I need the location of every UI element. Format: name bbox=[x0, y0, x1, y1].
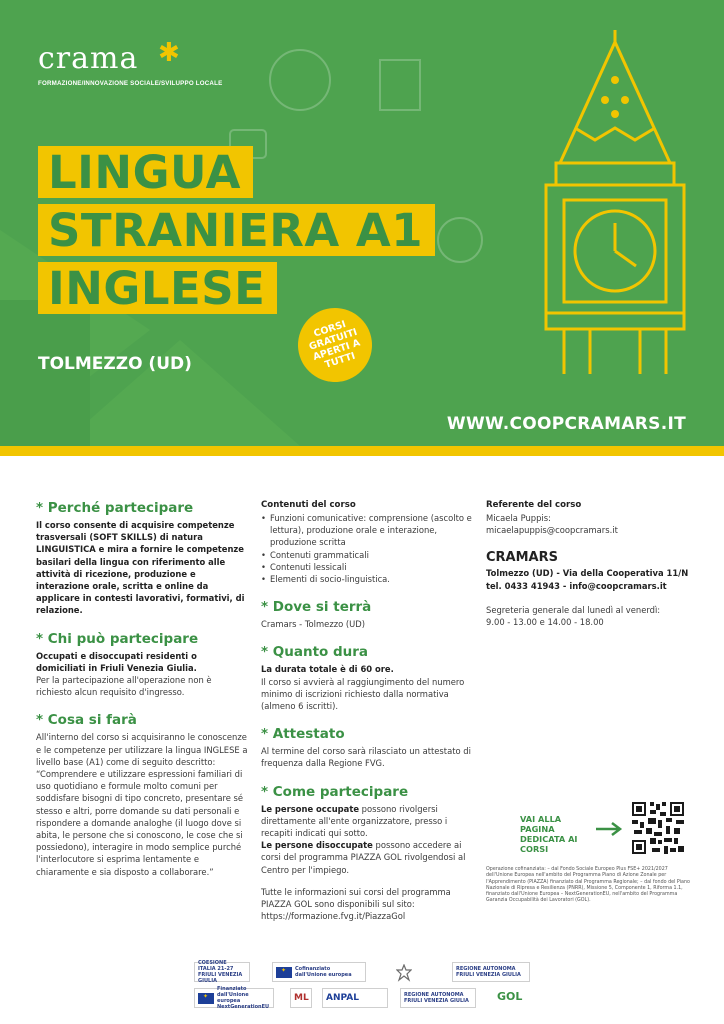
contenuti-list bbox=[261, 512, 475, 585]
hero-banner bbox=[0, 0, 724, 446]
big-ben-icon bbox=[540, 28, 690, 374]
logo-coesione: COESIONE ITALIA 21-27 FRIULI VENEZIA GIULIA bbox=[194, 962, 250, 982]
section-title-dove: * Dove si terrà bbox=[261, 599, 372, 616]
section-title-cosa: * Cosa si farà bbox=[36, 712, 137, 729]
title-line-1: LINGUA bbox=[38, 146, 253, 198]
arrow-right-icon bbox=[594, 820, 624, 838]
qr-label: VAI ALLA PAGINA DEDICATA AI CORSI bbox=[520, 814, 578, 854]
logo-ministero-lavoro: ML bbox=[290, 988, 312, 1008]
list-item: • Contenuti lessicali bbox=[261, 561, 475, 573]
segreteria-text: Segreteria generale dal lunedì al venerdì: bbox=[486, 604, 661, 615]
contenuti-title: Contenuti del corso bbox=[261, 500, 356, 510]
logo-regione-1: REGIONE AUTONOMA FRIULI VENEZIA GIULIA bbox=[452, 962, 530, 982]
cramars-phone[interactable]: tel. 0433 41943 - info@coopcramars.it bbox=[486, 580, 667, 591]
italy-emblem-icon bbox=[396, 964, 412, 982]
attestato-text: Al termine del corso sarà rilasciato un attestato di frequenza dalla Regione FVG. bbox=[261, 746, 471, 769]
logo-cofinanziato: ✦ Cofinanziato dall'Unione europea bbox=[272, 962, 366, 982]
title-line-3: INGLESE bbox=[38, 262, 277, 314]
referente-title: Referente del corso bbox=[486, 500, 582, 510]
referente-name: Micaela Puppis: bbox=[486, 513, 551, 523]
logo-gol: GOL bbox=[494, 986, 528, 1008]
perche-text: Il corso consente di acquisire competenze trasversali (SOFT SKILLS) di natura LINGUISTICA e mira a fornire le competenze basilari della lingua con riferimento alle attività di ricezione, produzione e interazione orale, scritta e online da applicare in contesti lavorativi, formativi, di relazione. bbox=[36, 520, 245, 616]
eu-flag-icon bbox=[276, 967, 292, 978]
section-title-come: * Come partecipare bbox=[261, 783, 409, 800]
cramars-address: Tolmezzo (UD) - Via della Cooperativa 11/N bbox=[486, 568, 689, 579]
free-course-badge: CORSI GRATUITI APERTI A TUTTI bbox=[288, 298, 381, 391]
chi-bold-text: Occupati e disoccupati residenti o domiciliati in Friuli Venezia Giulia. bbox=[36, 650, 197, 673]
occupate-text: Le persone occupate possono rivolgersi direttamente all'ente organizzatore, presso i recapiti indicati qui sotto. bbox=[261, 803, 448, 839]
qr-code-icon[interactable] bbox=[630, 800, 686, 856]
course-location: TOLMEZZO (UD) bbox=[38, 354, 192, 374]
dove-text: Cramars - Tolmezzo (UD) bbox=[261, 619, 366, 630]
durata-bold-text: La durata totale è di 60 ore. bbox=[261, 664, 394, 675]
column-middle bbox=[261, 500, 475, 922]
cramars-logo bbox=[38, 38, 223, 87]
yellow-divider bbox=[0, 446, 724, 456]
cosa-text: All'interno del corso si acquisiranno le conoscenze e le competenze per utilizzare la lingua INGLESE a livello base (A1) come di seguito descritto: “Comprendere e utilizzare espressioni familiari di uso quotidiano e formule molto comuni per soddisfare bisogni di tipo concreto, presentare sé stesso e altri, porre domande su dati personali e rispondere a domande analoghe (il luogo dove si abita, le persone che si conoscono, le cose che si possiedono), interagire in modo semplice purché l'interlocutore si esprima lentamente e chiaramente e sia disposto a collaborare.” bbox=[36, 732, 248, 877]
logo-word: crama bbox=[38, 41, 139, 76]
disoccupate-text: Le persone disoccupate possono accedere ai corsi del programma PIAZZA GOL rivolgendosi al Centro per l'impiego. bbox=[261, 840, 466, 875]
logo-tagline: FORMAZIONE/INNOVAZIONE SOCIALE/SVILUPPO LOCALE bbox=[38, 80, 223, 87]
section-title-perche: * Perché partecipare bbox=[36, 500, 194, 516]
logo-next-generation: ✦ Finanziato dall'Unione europea NextGenerationEU bbox=[194, 988, 274, 1008]
referente-email[interactable]: micaelapuppis@coopcramars.it bbox=[486, 525, 618, 536]
website-link[interactable]: WWW.COOPCRAMARS.IT bbox=[446, 414, 686, 434]
durata-text: Il corso si avvierà al raggiungimento del numero minimo di iscrizioni richiesto dalla normativa (almeno 6 iscritti). bbox=[261, 676, 465, 712]
logo-anpal: ANPAL bbox=[322, 988, 388, 1008]
asterisk-icon: ✱ bbox=[158, 38, 180, 68]
column-right bbox=[486, 500, 696, 628]
financing-note: Operazione cofinanziata: – dal Fondo Sociale Europeo Plus FSE+ 2021/2027 dell'Unione Europea nell'ambito del Programma Piano di Azione Zonale per l'Apprendimento (PIAZZA) finanziato dal Programma Regionale; – dal fondo del Piano Nazionale di Ripresa e Resilienza (PNRR), Missione 5, Componente 1, Riforma 1.1, finanziato dall'Unione Europea – NextGenerationEU, nell'ambito del Programma Garanzia Occupabilità dei Lavoratori (GOL). bbox=[486, 867, 690, 904]
piazza-gol-info: Tutte le informazioni sui corsi del programma PIAZZA GOL sono disponibili sul sito: https://formazione.fvg.it/PiazzaGol bbox=[261, 886, 451, 922]
column-left bbox=[36, 500, 248, 878]
section-title-chi: * Chi può partecipare bbox=[36, 630, 199, 647]
eu-flag-icon bbox=[198, 993, 214, 1004]
section-title-attestato: * Attestato bbox=[261, 726, 345, 743]
chi-text: Per la partecipazione all'operazione non è richiesto alcun requisito d'ingresso. bbox=[36, 675, 212, 698]
logo-regione-2: REGIONE AUTONOMA FRIULI VENEZIA GIULIA bbox=[400, 988, 476, 1008]
list-item: • Elementi di socio-linguistica. bbox=[261, 573, 475, 585]
list-item: • Contenuti grammaticali bbox=[261, 549, 475, 561]
title-line-2: STRANIERA A1 bbox=[38, 204, 435, 256]
cramars-title: CRAMARS bbox=[486, 550, 558, 566]
section-title-durata: * Quanto dura bbox=[261, 644, 369, 661]
list-item: • Funzioni comunicative: comprensione (ascolto e lettura), produzione orale e interazione, produzione scritta bbox=[261, 512, 475, 549]
orari-text: 9.00 - 13.00 e 14.00 - 18.00 bbox=[486, 617, 604, 628]
funding-logos bbox=[194, 962, 534, 1010]
